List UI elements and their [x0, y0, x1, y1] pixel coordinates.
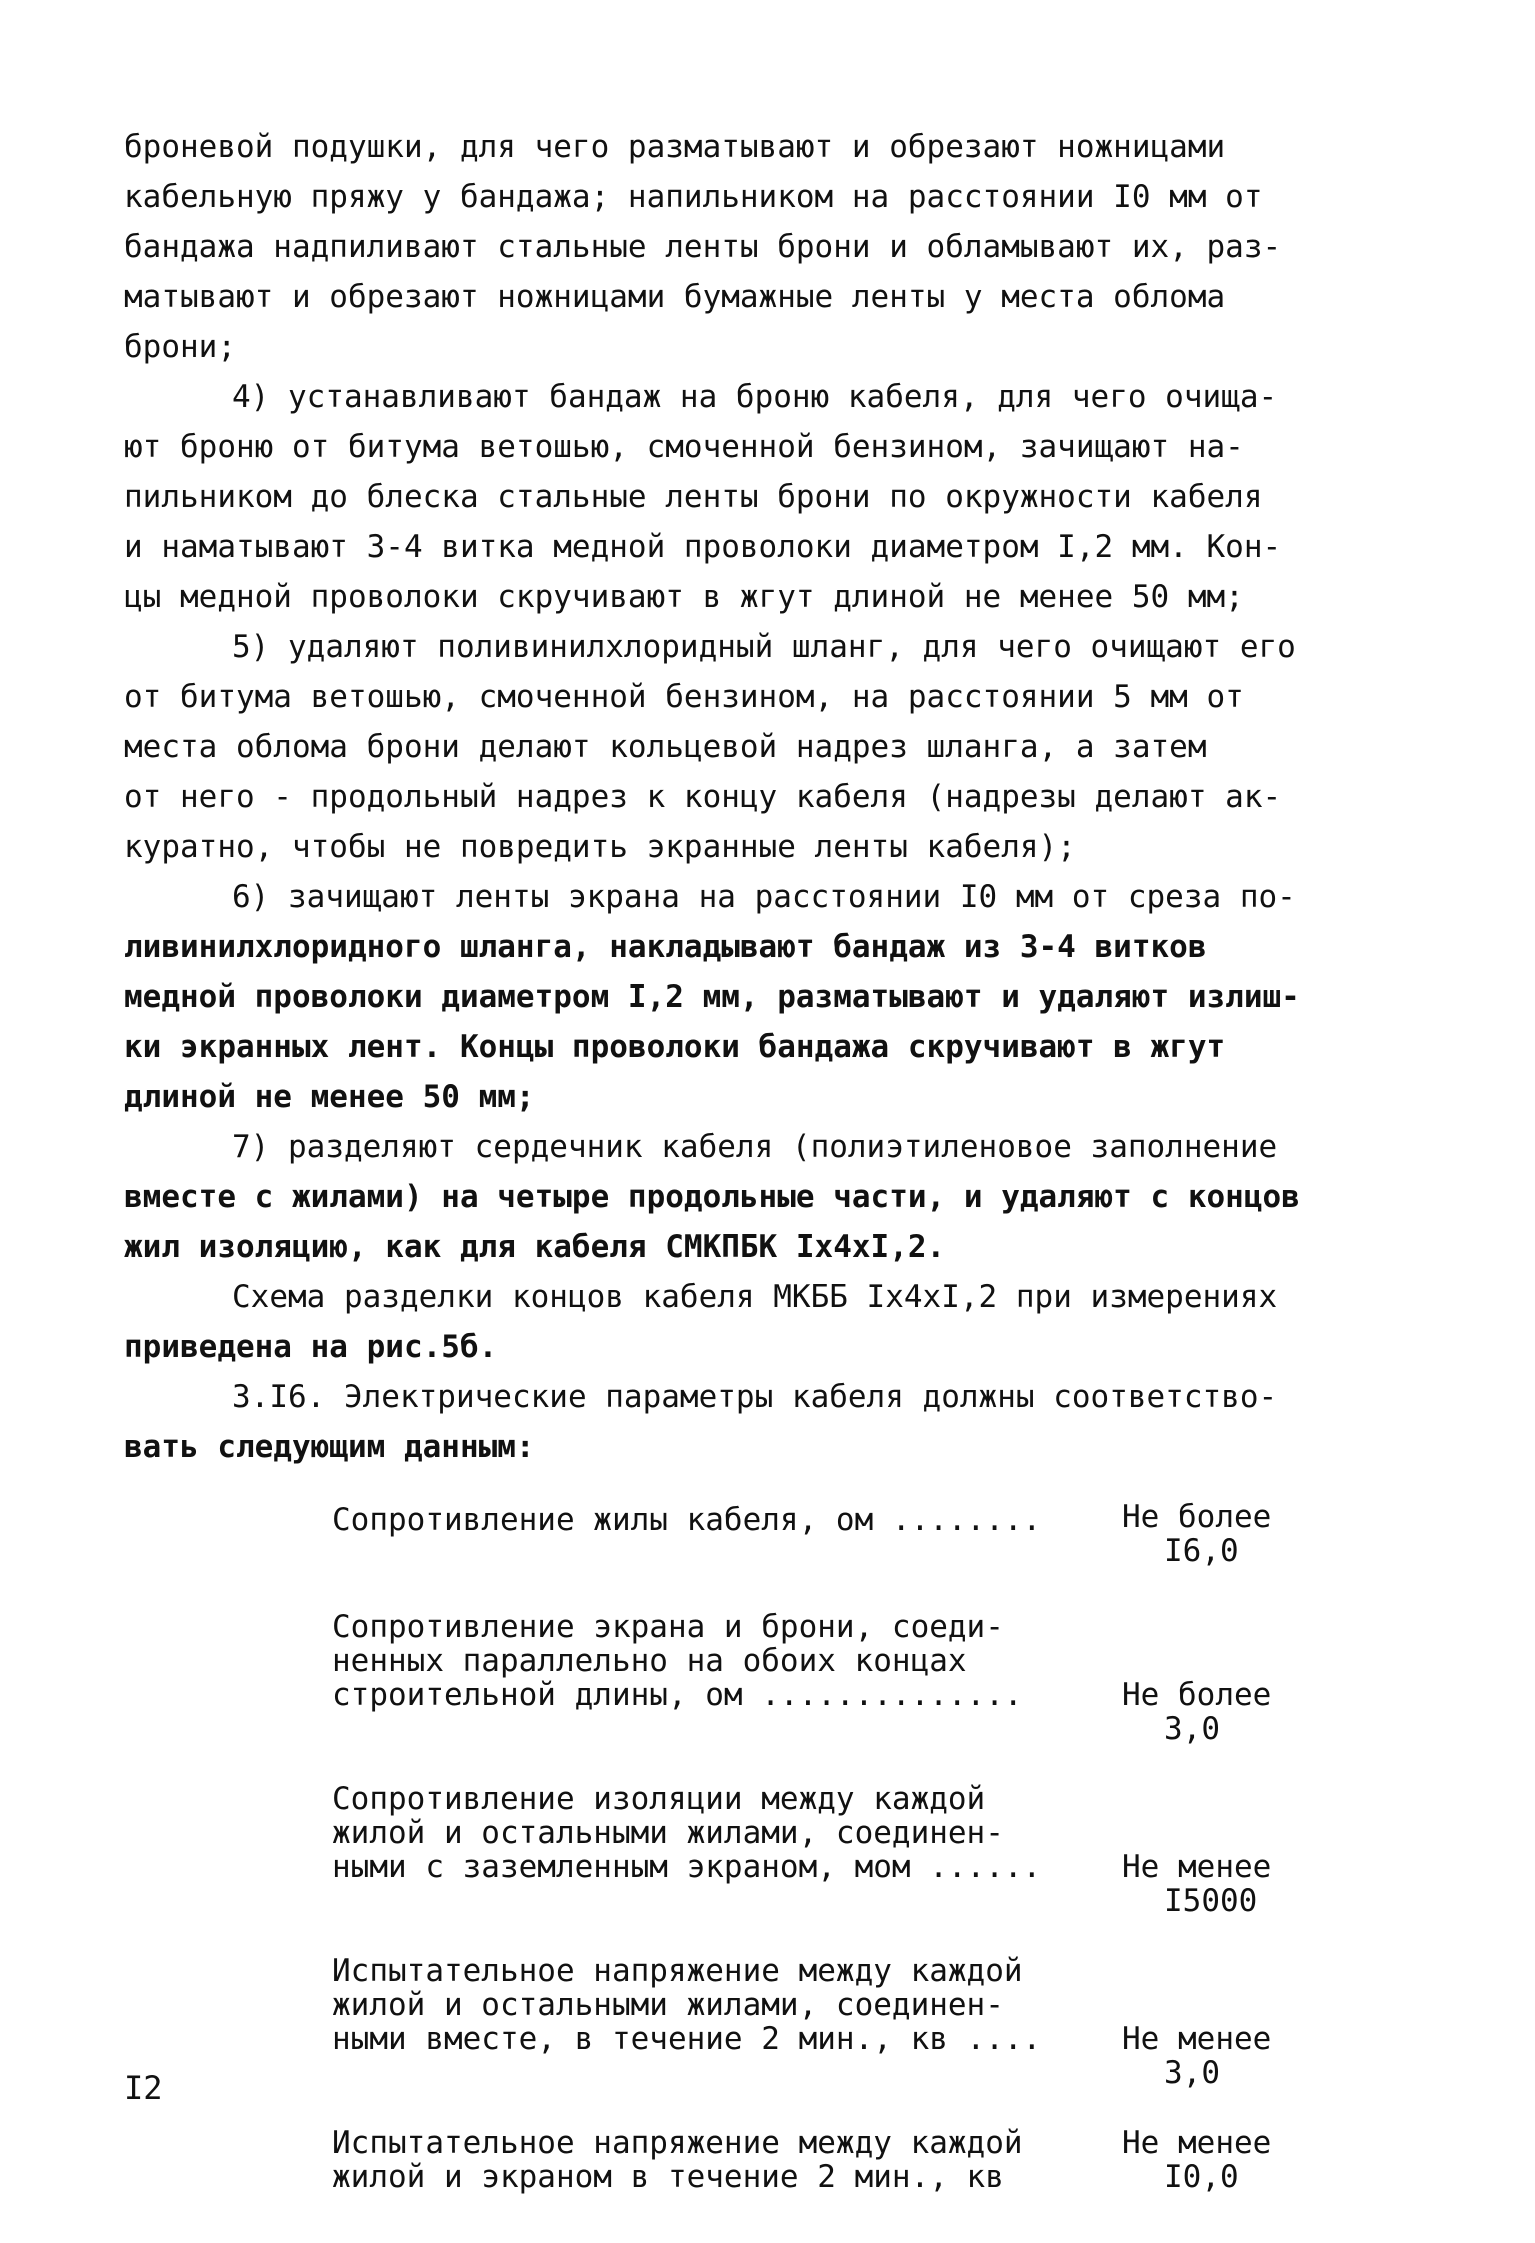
text-line: места облома брони делают кольцевой надрез шланга, а затем: [124, 729, 1207, 765]
text-line: кабельную пряжу у бандажа; напильником на расстоянии I0 мм от: [124, 179, 1263, 215]
text-line: медной проволоки диаметром I,2 мм, разматывают и удаляют излиш-: [124, 979, 1300, 1015]
parameter-description-line: Испытательное напряжение между каждой: [332, 2125, 1023, 2161]
text-line: вместе с жилами) на четыре продольные части, и удаляют с концов: [124, 1179, 1300, 1215]
text-line: жил изоляцию, как для кабеля СМКПБК Iх4хI,2.: [124, 1229, 946, 1265]
text-line: ки экранных лент. Концы проволоки бандажа скручивают в жгут: [124, 1029, 1226, 1065]
text-line: броневой подушки, для чего разматывают и обрезают ножницами: [124, 129, 1226, 165]
text-line: матывают и обрезают ножницами бумажные ленты у места облома: [124, 279, 1226, 315]
parameter-description-line: жилой и экраном в течение 2 мин., кв: [332, 2159, 1004, 2195]
text-line: пильником до блеска стальные ленты брони по окружности кабеля: [124, 479, 1263, 515]
parameter-description: [332, 1610, 1112, 1712]
parameter-description: [332, 1500, 1112, 1540]
parameter-description: [332, 1954, 1112, 2056]
parameter-item: [332, 1782, 1312, 1918]
parameter-value: [1122, 1850, 1302, 1918]
parameter-number: I5000: [1164, 1883, 1258, 1919]
parameter-description-line: ными вместе, в течение 2 мин., кв ....: [332, 2021, 1042, 2057]
text-line: от битума ветошью, смоченной бензином, на расстоянии 5 мм от: [124, 679, 1244, 715]
parameter-condition: Не более: [1122, 1677, 1272, 1713]
text-line: ливинилхлоридного шланга, накладывают бандаж из 3-4 витков: [124, 929, 1207, 965]
parameter-number: I6,0: [1164, 1533, 1239, 1569]
parameter-value: [1122, 2022, 1302, 2090]
text-line: длиной не менее 50 мм;: [124, 1079, 535, 1115]
text-line: ют броню от битума ветошью, смоченной бензином, зачищают на-: [124, 429, 1244, 465]
parameter-item: [332, 1954, 1312, 2090]
text-line: 4) устанавливают бандаж на броню кабеля, для чего очища-: [232, 379, 1278, 415]
electrical-parameters-list: [332, 1500, 1312, 2230]
parameter-item: [332, 2126, 1312, 2194]
parameter-number: 3,0: [1164, 1711, 1220, 1747]
parameter-description-line: ненных параллельно на обоих концах: [332, 1643, 967, 1679]
text-line: и наматывают 3-4 витка медной проволоки диаметром I,2 мм. Кон-: [124, 529, 1282, 565]
parameter-condition: Не более: [1122, 1499, 1272, 1535]
text-line: брони;: [124, 329, 236, 365]
parameter-description-line: жилой и остальными жилами, соединен-: [332, 1987, 1004, 2023]
text-line: 7) разделяют сердечник кабеля (полиэтиленовое заполнение: [232, 1129, 1278, 1165]
text-line: 3.I6. Электрические параметры кабеля должны соответство-: [232, 1379, 1278, 1415]
text-line: бандажа надпиливают стальные ленты брони и обламывают их, раз-: [124, 229, 1282, 265]
parameter-description-line: Испытательное напряжение между каждой: [332, 1953, 1023, 1989]
parameter-description-line: жилой и остальными жилами, соединен-: [332, 1815, 1004, 1851]
parameter-condition: Не менее: [1122, 1849, 1272, 1885]
parameter-description-line: ными с заземленным экраном, мом ......: [332, 1849, 1042, 1885]
parameter-description-line: строительной длины, ом ..............: [332, 1677, 1023, 1713]
text-line: 5) удаляют поливинилхлоридный шланг, для чего очищают его: [232, 629, 1296, 665]
parameter-value: [1122, 2126, 1302, 2194]
parameter-description-line: Сопротивление экрана и брони, соеди-: [332, 1609, 1004, 1645]
parameter-number: 3,0: [1164, 2055, 1220, 2091]
text-line: Схема разделки концов кабеля МКББ Iх4хI,2 при измерениях: [232, 1279, 1278, 1315]
parameter-value: [1122, 1678, 1302, 1746]
parameter-number: I0,0: [1164, 2159, 1239, 2195]
parameter-condition: Не менее: [1122, 2021, 1272, 2057]
page-number: I2: [124, 2069, 163, 2107]
parameter-description: [332, 1782, 1112, 1884]
parameter-description-line: Сопротивление жилы кабеля, ом ........: [332, 1502, 1042, 1538]
text-line: куратно, чтобы не повредить экранные ленты кабеля);: [124, 829, 1076, 865]
parameter-value: [1122, 1500, 1302, 1568]
parameter-description-line: Сопротивление изоляции между каждой: [332, 1781, 986, 1817]
text-line: цы медной проволоки скручивают в жгут длиной не менее 50 мм;: [124, 579, 1244, 615]
parameter-description: [332, 2126, 1112, 2194]
text-line: вать следующим данным:: [124, 1429, 535, 1465]
parameter-item: [332, 1500, 1312, 1574]
parameter-condition: Не менее: [1122, 2125, 1272, 2161]
text-line: от него - продольный надрез к концу кабеля (надрезы делают ак-: [124, 779, 1282, 815]
text-line: приведена на рис.5б.: [124, 1329, 498, 1365]
body-text: [124, 122, 1424, 1472]
text-line: 6) зачищают ленты экрана на расстоянии I0 мм от среза по-: [232, 879, 1296, 915]
parameter-item: [332, 1610, 1312, 1746]
